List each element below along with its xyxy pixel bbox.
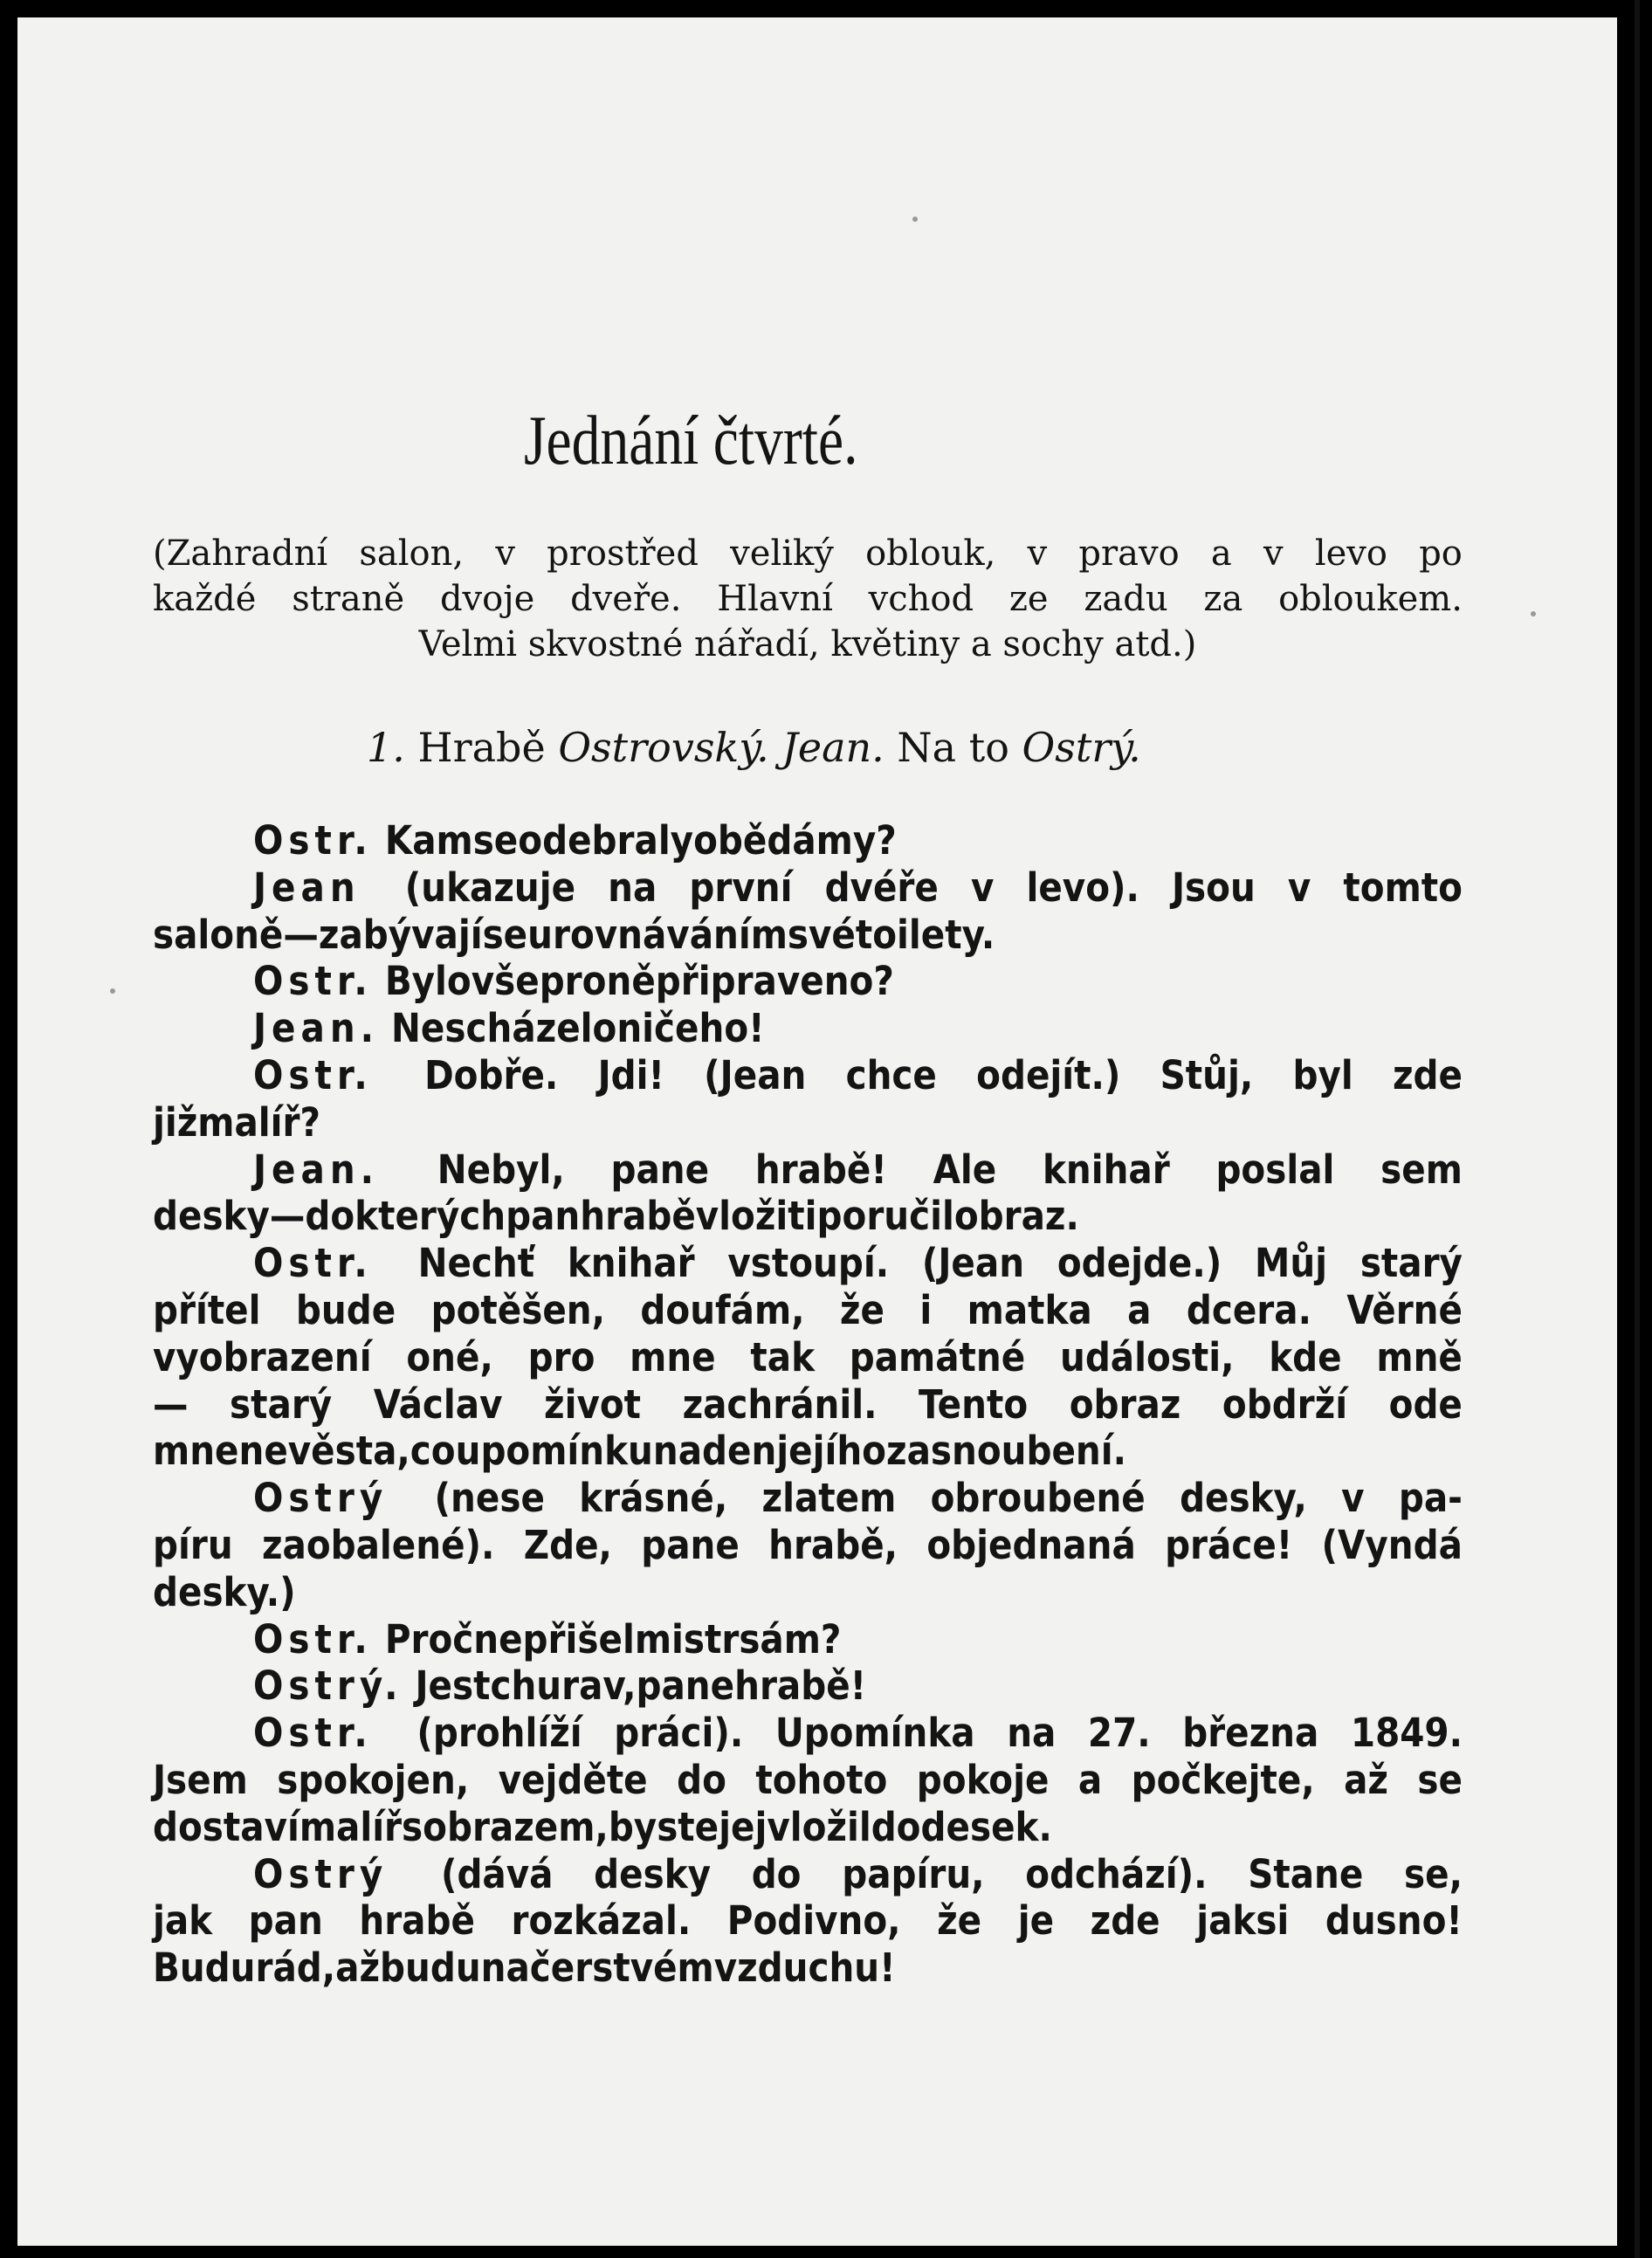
dialogue-line — [153, 1897, 1463, 1945]
paper-speck — [110, 988, 115, 994]
word: malíř? — [197, 1098, 320, 1146]
word: na — [608, 864, 657, 911]
word: zde — [1090, 1897, 1160, 1945]
word: události, — [1059, 1333, 1235, 1380]
word: papíru, — [842, 1850, 985, 1897]
act-heading: Jednání čtvrté. — [524, 403, 858, 479]
word: pro — [539, 958, 607, 1005]
word: Stane — [1248, 1850, 1364, 1897]
word: se, — [1404, 1850, 1463, 1897]
word: po — [1419, 534, 1463, 574]
word: že — [937, 1897, 982, 1945]
word: dostaví — [153, 1803, 299, 1850]
paper-speck — [1531, 611, 1536, 616]
word: prostřed — [547, 534, 699, 574]
word: Stůj, — [1160, 1051, 1254, 1098]
stage-direction-line — [153, 531, 1463, 576]
word: levo). — [1026, 864, 1139, 911]
word: Jest — [415, 1663, 491, 1710]
word: do — [871, 1803, 921, 1850]
word: zde — [1392, 1051, 1463, 1098]
word: jej — [719, 1803, 767, 1850]
speaker-name: Ostr. — [253, 958, 373, 1005]
dialogue-line — [153, 1757, 1463, 1804]
word: hrabě! — [754, 1146, 887, 1193]
word: ode — [1388, 1380, 1463, 1428]
word: do — [305, 1193, 355, 1240]
word: první — [689, 864, 793, 911]
word: desky.) — [153, 1568, 296, 1615]
word: Bylo — [384, 958, 472, 1005]
dialogue-line — [153, 1428, 1463, 1475]
dialogue-line — [153, 1287, 1463, 1334]
word: práce! — [1165, 1521, 1293, 1568]
word: kde — [1269, 1333, 1342, 1380]
word: chce — [845, 1051, 937, 1098]
word: odejde.) — [1057, 1240, 1222, 1287]
word: straně — [292, 579, 405, 619]
word: obě — [693, 817, 767, 864]
word: a — [1077, 1756, 1103, 1803]
word: upomínku — [455, 1428, 653, 1475]
dialogue-line-speaker — [153, 1851, 1463, 1898]
word: krásné, — [579, 1475, 728, 1522]
word: je — [1017, 1897, 1055, 1945]
word: na — [480, 1945, 530, 1992]
speaker-name: Ostr. — [253, 1051, 373, 1098]
word: až — [335, 1945, 381, 1992]
word: Ale — [933, 1146, 997, 1193]
word: sám? — [739, 1615, 842, 1663]
word: odejít.) — [976, 1051, 1121, 1098]
word: práci). — [614, 1710, 744, 1757]
book-page — [17, 17, 1617, 2246]
dialogue-line-speaker — [153, 1475, 1463, 1522]
word: a — [1210, 534, 1232, 574]
word: dveře. — [570, 579, 682, 619]
word: pane — [610, 1146, 710, 1193]
word: (dává — [440, 1850, 554, 1897]
word: kterých — [354, 1193, 506, 1240]
word: vstoupí. — [727, 1240, 890, 1287]
word: se — [472, 817, 519, 864]
word: — — [283, 911, 319, 958]
speaker-name: Ostrý — [253, 1850, 389, 1897]
word: mně — [1376, 1333, 1463, 1380]
word: sem — [1380, 1146, 1463, 1193]
word: churav, — [490, 1663, 637, 1710]
word: život — [544, 1380, 642, 1428]
word: v — [1341, 1475, 1365, 1522]
word: desek. — [920, 1803, 1052, 1850]
word: i — [919, 1286, 933, 1333]
word: v — [1263, 534, 1284, 574]
dialogue-line — [153, 1569, 1463, 1616]
word: (Zahradní — [153, 534, 328, 574]
word: rád, — [255, 1945, 336, 1992]
word: zlatem — [761, 1475, 897, 1522]
dialogue-line-speaker — [153, 958, 1463, 1005]
dialogue-line-speaker — [153, 1146, 1463, 1194]
word: desky — [153, 1193, 270, 1240]
scene-heading — [367, 723, 1141, 772]
word: v — [495, 534, 515, 574]
word: vchod — [868, 579, 974, 619]
word: pane — [641, 1521, 740, 1568]
dialogue-line-speaker — [153, 1616, 1463, 1663]
word: až — [1344, 1756, 1388, 1803]
word: (Jean — [704, 1051, 807, 1098]
word: zachránil. — [682, 1380, 878, 1428]
word: objednaná — [926, 1521, 1136, 1568]
word: Kam — [384, 817, 473, 864]
word: na — [652, 1428, 703, 1475]
word: své — [787, 911, 856, 958]
word: obraz — [1069, 1380, 1181, 1428]
word: do — [751, 1850, 802, 1897]
word: (Jean — [921, 1240, 1025, 1287]
word: (ukazuje — [404, 864, 576, 911]
word: obrazem, — [423, 1803, 609, 1850]
word: Dobře. — [424, 1051, 559, 1098]
word: hrabě — [359, 1897, 475, 1945]
paper-speck — [912, 217, 918, 222]
word: doufám, — [640, 1286, 805, 1333]
word: hrabě! — [734, 1663, 867, 1710]
word: knihař — [1042, 1146, 1170, 1193]
word: Václav — [373, 1380, 503, 1428]
word: dvéře — [824, 864, 939, 911]
word: Můj — [1255, 1240, 1328, 1287]
word: desky — [594, 1850, 711, 1897]
word: hrabě — [580, 1193, 696, 1240]
dialogue-line — [153, 1804, 1463, 1851]
word: dvoje — [439, 579, 535, 619]
word: dámy? — [767, 817, 897, 864]
word: připraveno? — [655, 958, 894, 1005]
stage-direction-line — [153, 576, 1463, 622]
word: že — [839, 1286, 885, 1333]
word: budu — [380, 1945, 481, 1992]
word: (Vyndá — [1321, 1521, 1463, 1568]
word: byste — [608, 1803, 719, 1850]
word: Podivno, — [726, 1897, 901, 1945]
word: poslal — [1215, 1146, 1335, 1193]
word: se — [482, 911, 528, 958]
dialogue-line-speaker — [153, 864, 1463, 912]
word: Budu — [153, 1945, 256, 1992]
word: toilety. — [855, 911, 995, 958]
speaker-name: Jean. — [253, 1005, 380, 1052]
word: pan — [248, 1897, 323, 1945]
word: obraz. — [953, 1193, 1079, 1240]
word: čerstvém — [529, 1945, 714, 1992]
word: obdrží — [1222, 1380, 1348, 1428]
word: malíř — [299, 1803, 403, 1850]
word: se — [1417, 1756, 1463, 1803]
speaker-name: Ostr. — [253, 1615, 373, 1663]
word: ně — [606, 958, 656, 1005]
word: Zde, — [523, 1521, 612, 1568]
word: odchází). — [1025, 1850, 1208, 1897]
dialogue-line — [153, 912, 1463, 959]
character-name: Ostrý. — [1022, 724, 1141, 771]
word: památné — [849, 1333, 1026, 1380]
dialogue-line-speaker — [153, 1710, 1463, 1757]
word: vložil — [767, 1803, 871, 1850]
word: 27. — [1087, 1710, 1151, 1757]
character-name: Ostrovský. — [558, 724, 769, 771]
word: starý — [1359, 1240, 1463, 1287]
dialogue-line — [153, 1945, 1463, 1992]
word: desky, — [1180, 1475, 1307, 1522]
word: salon, — [359, 534, 465, 574]
word: píru — [153, 1521, 233, 1568]
dialogue-line — [153, 1522, 1463, 1569]
word: — — [153, 1380, 189, 1428]
word: odebraly — [518, 817, 694, 864]
dialogue-line — [153, 1193, 1463, 1240]
word: již — [153, 1098, 198, 1146]
word: vzduchu! — [713, 1945, 896, 1992]
dialogue-line-speaker — [153, 1005, 1463, 1052]
word: rozkázal. — [511, 1897, 692, 1945]
word: 1849. — [1350, 1710, 1463, 1757]
word: oné, — [406, 1333, 493, 1380]
word: zaobalené). — [261, 1521, 495, 1568]
dialogue-line — [153, 1381, 1463, 1428]
word: v — [1287, 864, 1311, 911]
word: knihař — [567, 1240, 695, 1287]
word: potěšen, — [430, 1286, 605, 1333]
word: bude — [295, 1286, 396, 1333]
word: zadu — [1084, 579, 1168, 619]
word: Jdi! — [597, 1051, 664, 1098]
word: veliký — [730, 534, 834, 574]
word: obroubené — [930, 1475, 1146, 1522]
word: den — [702, 1428, 777, 1475]
word: ničeho! — [616, 1005, 765, 1052]
stage-direction-line — [153, 622, 1463, 667]
word: v — [1027, 534, 1048, 574]
word: (nese — [434, 1475, 545, 1522]
word: Proč — [384, 1615, 474, 1663]
word: pa- — [1398, 1475, 1463, 1522]
stage-direction — [153, 531, 1463, 667]
word: starý — [230, 1380, 333, 1428]
word: Věrné — [1346, 1286, 1463, 1333]
word: Hlavní — [717, 579, 833, 619]
speaker-name: Ostr. — [253, 817, 373, 864]
word: tomto — [1343, 864, 1463, 911]
dialogue-line-speaker — [153, 1663, 1463, 1710]
word: Nechť — [417, 1240, 535, 1287]
word: Tento — [919, 1380, 1029, 1428]
word: za — [1203, 579, 1243, 619]
word: března — [1182, 1710, 1319, 1757]
word: v — [970, 864, 995, 911]
word: pravo — [1078, 534, 1180, 574]
word: zabývají — [318, 911, 483, 958]
word: počkejte, — [1131, 1756, 1315, 1803]
speaker-name: Ostr. — [253, 1710, 373, 1757]
word: Upomínka — [774, 1710, 975, 1757]
dialogue-line — [153, 1334, 1463, 1381]
word: oblouk, — [865, 534, 996, 574]
word: vše — [471, 958, 540, 1005]
word: Jsem — [153, 1756, 248, 1803]
scene-number: 1. — [367, 724, 405, 771]
word: mne — [630, 1333, 716, 1380]
word: matka — [967, 1286, 1092, 1333]
word: jak — [153, 1897, 213, 1945]
word: levo — [1314, 534, 1387, 574]
word: Nebyl, — [437, 1146, 565, 1193]
word: pokoje — [916, 1756, 1050, 1803]
word: s — [402, 1803, 423, 1850]
dialogue-line-speaker — [153, 817, 1463, 864]
word: vejděte — [498, 1756, 648, 1803]
dialogue-line-speaker — [153, 1052, 1463, 1099]
word: zasnoubení. — [886, 1428, 1126, 1475]
word: — — [269, 1193, 306, 1240]
word: nevěsta, — [238, 1428, 410, 1475]
word: tak — [750, 1333, 815, 1380]
character-title: Hrabě — [417, 724, 546, 771]
dialogue-line — [153, 1099, 1463, 1146]
word: saloně — [153, 911, 284, 958]
word: tohoto — [755, 1756, 888, 1803]
word: dusno! — [1325, 1897, 1463, 1945]
word: Nescházelo — [391, 1005, 617, 1052]
dialogue — [153, 817, 1463, 1992]
speaker-name: Jean — [253, 864, 361, 911]
word: přítel — [153, 1286, 261, 1333]
word: vyobrazení — [153, 1333, 372, 1380]
scene-connector: Na to — [897, 724, 1009, 771]
speaker-name: Ostrý. — [253, 1663, 403, 1710]
character-name: Jean. — [781, 724, 885, 771]
word: na — [1007, 1710, 1057, 1757]
word: urovnáváním — [527, 911, 788, 958]
stage-direction-text: Velmi skvostné nářadí, květiny a sochy atd.) — [418, 624, 1197, 664]
word: hrabě, — [768, 1521, 898, 1568]
word: dcera. — [1186, 1286, 1311, 1333]
word: (prohlíží — [416, 1710, 582, 1757]
word: spokojen, — [277, 1756, 470, 1803]
word: jejího — [776, 1428, 887, 1475]
word: pane — [636, 1663, 735, 1710]
speaker-name: Jean. — [253, 1146, 380, 1193]
page-edge — [1635, 0, 1640, 2258]
word: pro — [527, 1333, 595, 1380]
word: pan — [506, 1193, 581, 1240]
word: byl — [1292, 1051, 1353, 1098]
word: do — [677, 1756, 726, 1803]
word: mne — [153, 1428, 239, 1475]
word: nepřišel — [473, 1615, 635, 1663]
word: mistr — [634, 1615, 740, 1663]
word: poručil — [816, 1193, 954, 1240]
word: a — [1127, 1286, 1152, 1333]
word: jaksi — [1196, 1897, 1290, 1945]
word: obloukem. — [1278, 579, 1463, 619]
word: ze — [1008, 579, 1049, 619]
word: Jsou — [1172, 864, 1256, 911]
speaker-name: Ostr. — [253, 1240, 373, 1287]
word: co — [410, 1428, 456, 1475]
word: každé — [153, 579, 257, 619]
speaker-name: Ostrý — [253, 1475, 389, 1522]
word: vložiti — [695, 1193, 817, 1240]
dialogue-line-speaker — [153, 1240, 1463, 1287]
